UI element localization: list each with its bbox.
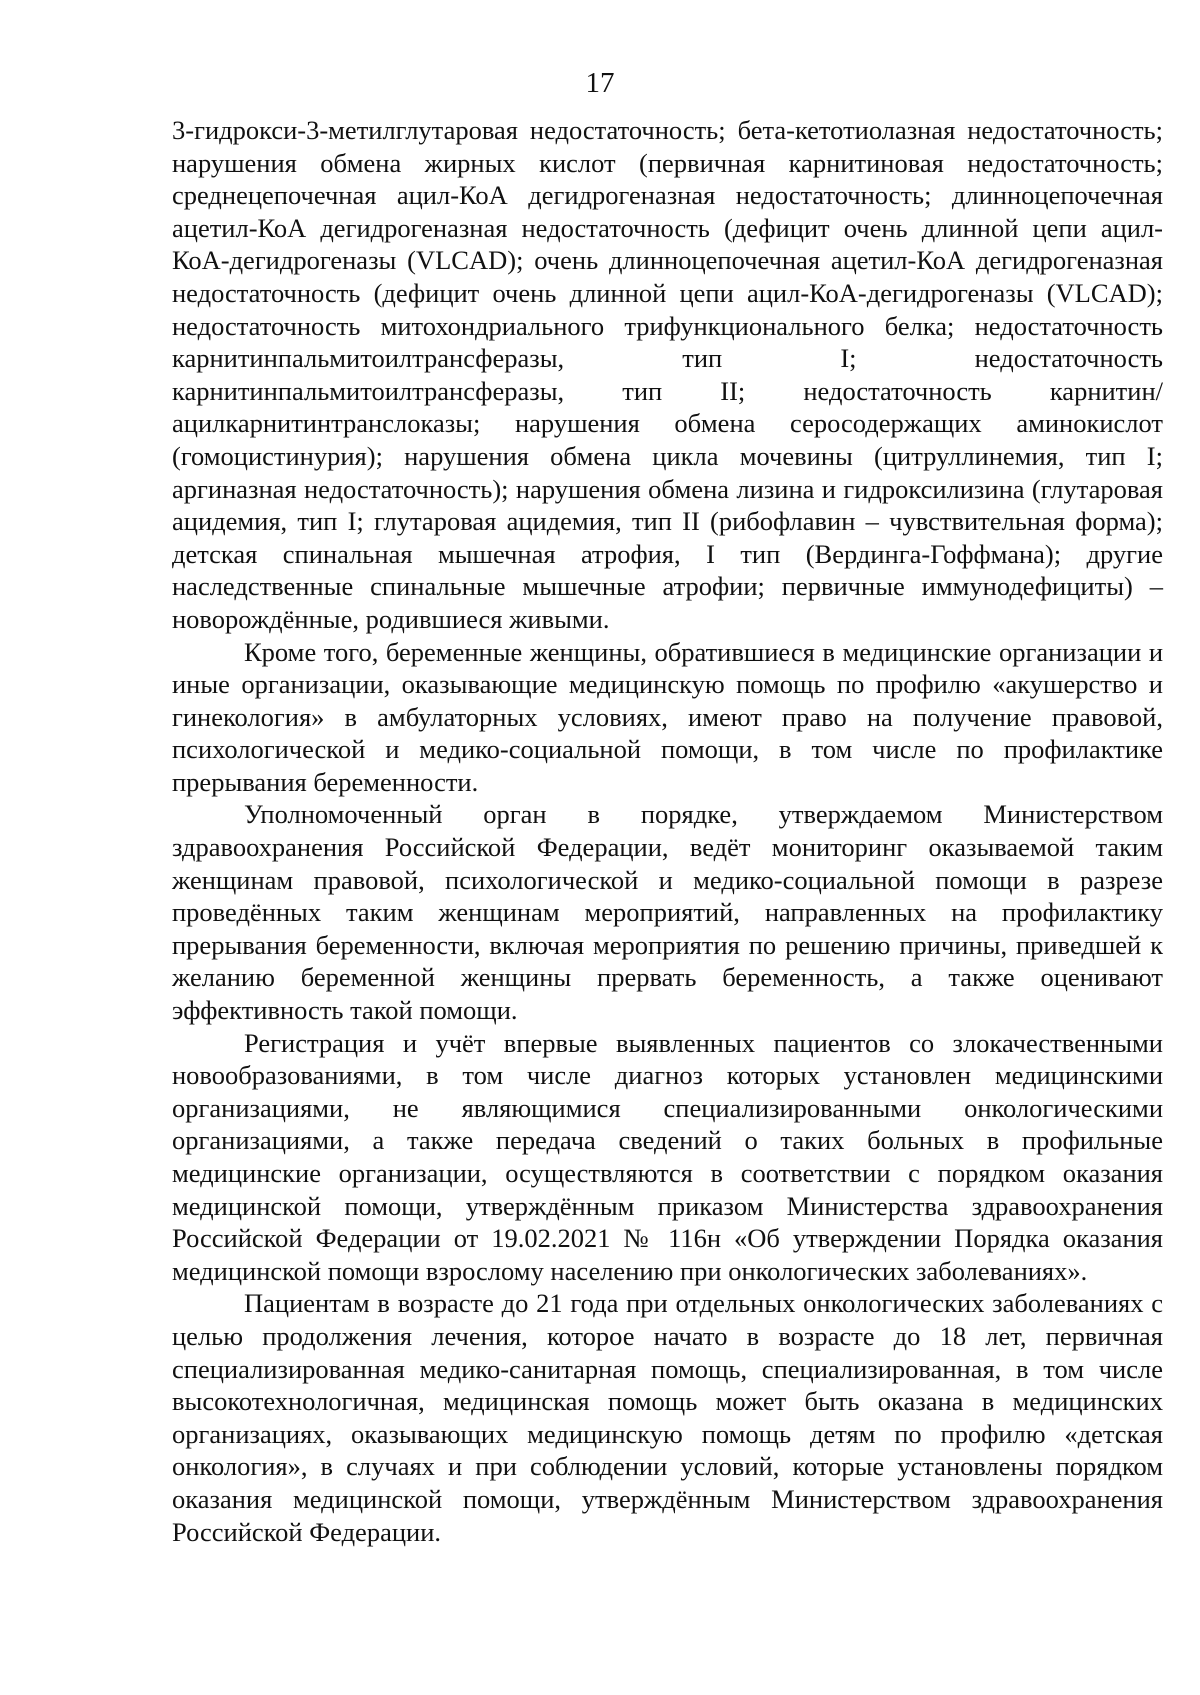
paragraph-patients-under-21: Пациентам в возрасте до 21 года при отдельных онкологических заболеваниях с целью продолжения лечения, которое начато в возрасте до 18 лет, первичная специализированная медико-санитарная помощь, специализированная, в том числе высокотехнологичная, медицинская помощь может быть оказана в медицинских организациях, оказывающих медицинскую помощь детям по профилю «детская онкология», в случаях и при соблюдении условий, которые установлены порядком оказания медицинской помощи, утверждённым Министерством здравоохранения Российской Федерации. bbox=[172, 1288, 1163, 1547]
document-body bbox=[172, 114, 1163, 1548]
paragraph-continued-list: 3-гидрокси-3-метилглутаровая недостаточность; бета-кетотиолазная недостаточность; нарушения обмена жирных кислот (первичная карнитиновая недостаточность; среднецепочечная ацил-КоА дегидрогеназная недостаточность; длинноцепочечная ацетил-КоА дегидрогеназная недостаточность (дефицит очень длинной цепи ацил-КоА-дегидрогеназы (VLCAD); очень длинноцепочечная ацетил-КоА дегидрогеназная недостаточность (дефицит очень длинной цепи ацил-КоА-дегидрогеназы (VLCAD); недостаточность митохондриального трифункционального белка; недостаточность карнитинпальмитоилтрансферазы, тип I; недостаточность карнитинпальмитоилтрансферазы, тип II; недостаточность карнитин/ацилкарнитинтранслоказы; нарушения обмена серосодержащих аминокислот (гомоцистинурия); нарушения обмена цикла мочевины (цитруллинемия, тип I; аргиназная недостаточность); нарушения обмена лизина и гидроксилизина (глутаровая ацидемия, тип I; глутаровая ацидемия, тип II (рибофлавин – чувствительная форма); детская спинальная мышечная атрофия, I тип (Вердинга-Гоффмана); другие наследственные спинальные мышечные атрофии; первичные иммунодефициты) – новорождённые, родившиеся живыми. bbox=[172, 115, 1163, 634]
paragraph-monitoring: Уполномоченный орган в порядке, утверждаемом Министерством здравоохранения Российской Федерации, ведёт мониторинг оказываемой таким женщинам правовой, психологической и медико-социальной помощи в разрезе проведённых таким женщинам мероприятий, направленных на профилактику прерывания беременности, включая мероприятия по решению причины, приведшей к желанию беременной женщины прервать беременность, а также оценивают эффективность такой помощи. bbox=[172, 799, 1163, 1026]
paragraph-pregnant-women: Кроме того, беременные женщины, обратившиеся в медицинские организации и иные организации, оказывающие медицинскую помощь по профилю «акушерство и гинекология» в амбулаторных условиях, имеют право на получение правовой, психологической и медико-социальной помощи, в том числе по профилактике прерывания беременности. bbox=[172, 636, 1163, 797]
paragraph-oncology-registration: Регистрация и учёт впервые выявленных пациентов со злокачественными новообразованиями, в том числе диагноз которых установлен медицинскими организациями, не являющимися специализированными онкологическими организациями, а также передача сведений о таких больных в профильные медицинские организации, осуществляются в соответствии с порядком оказания медицинской помощи, утверждённым приказом Министерства здравоохранения Российской Федерации от 19.02.2021 № 116н «Об утверждении Порядка оказания медицинской помощи взрослому населению при онкологических заболеваниях». bbox=[172, 1027, 1163, 1286]
page-number: 17 bbox=[585, 67, 615, 99]
